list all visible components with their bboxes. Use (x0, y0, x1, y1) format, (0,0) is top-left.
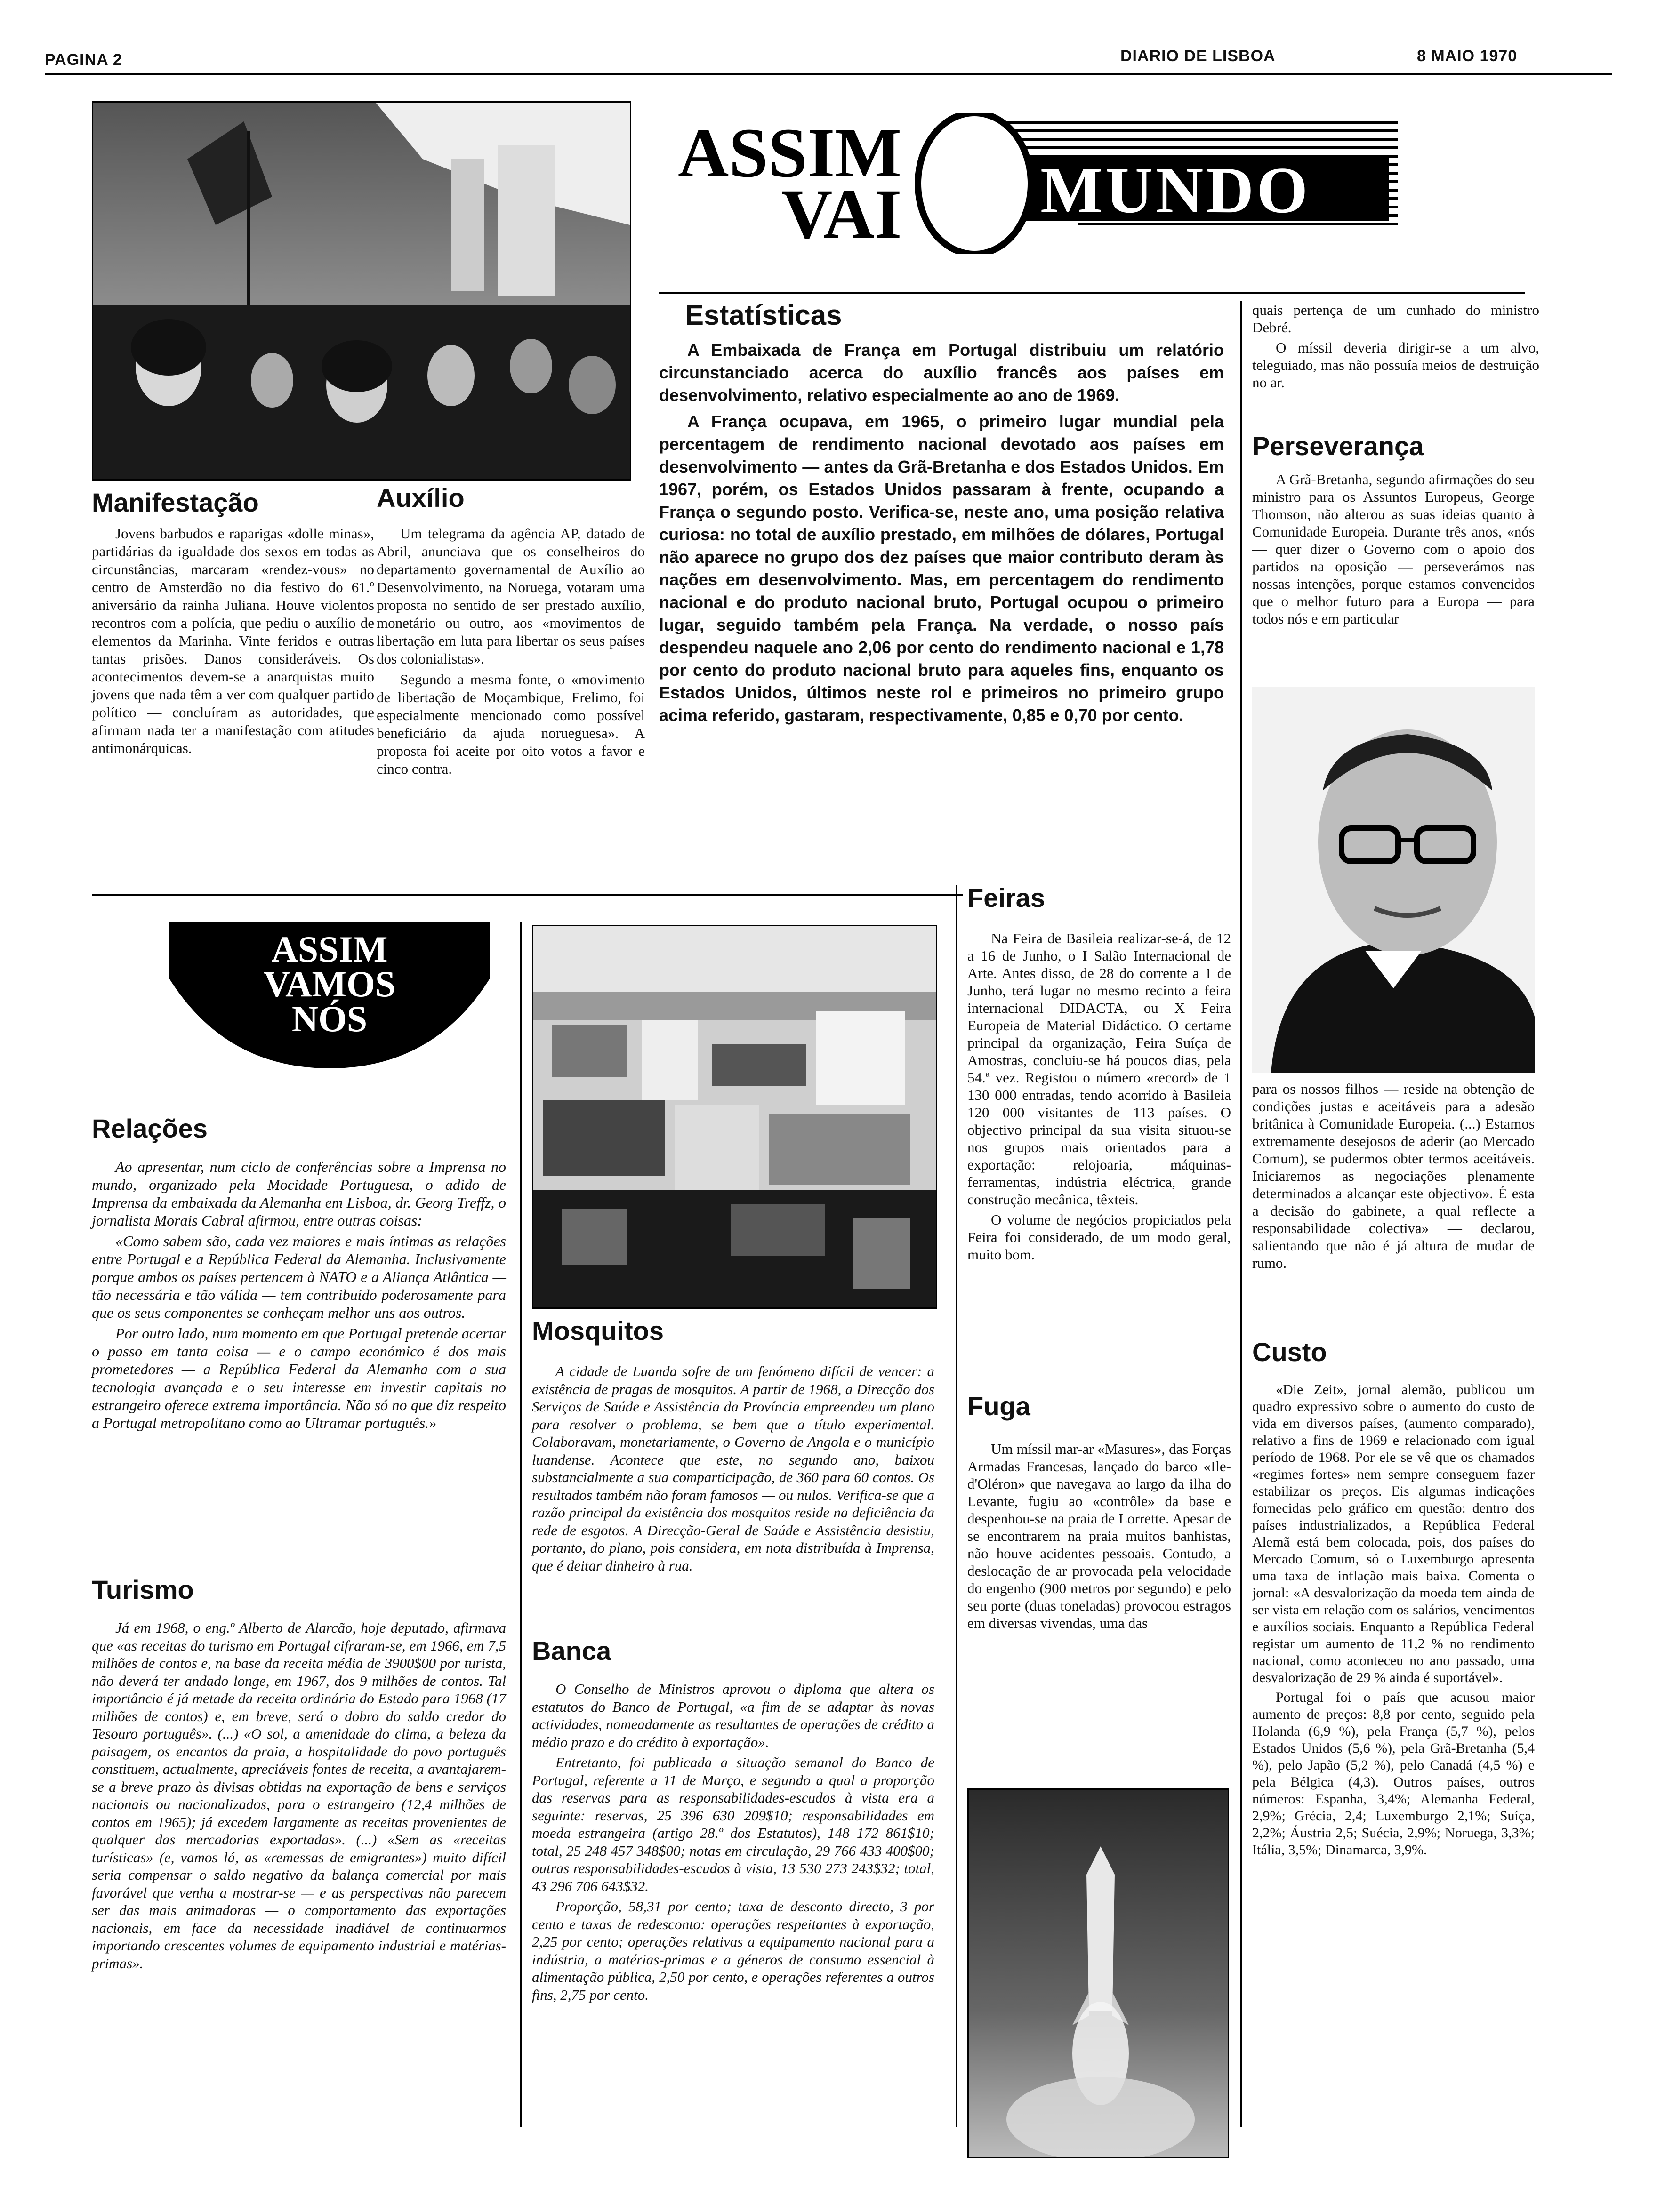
column-rule-2 (956, 885, 957, 2127)
photo-icon (1252, 687, 1535, 1073)
header-rule (45, 73, 1612, 75)
turismo-text: Já em 1968, o eng.º Alberto de Alarcão, hoje deputado, afirmava que «as receitas do turismo em Portugal cifraram-se, em 1966, em 7,5 milhões de contos e, na base da receita média de 3900$00 por turista, não deverá ter andado longe, em 1967, dos 9 milhões de contos. Tal importância é já metade da receita ordinária do Estado para 1968 (17 milhões de contos) e, em breve, será o dobro do saldo credor do Tesouro português». (...) «O sol, a amenidade do clima, a beleza da paisagem, os encantos da praia, a hospitalidade do povo português constituem, actualmente, apreciáveis fontes de receita, a avantajarem-se a breve prazo às divisas obtidas na exportação de bens e serviços nacionais ou nacionalizados, para o estrangeiro (12,4 milhões de contos em 1965); já excedem largamente as receitas provenientes de qualquer das mercadorias exportadas». (...) «Sem as «receitas turísticas» (e, vamos lá, as «remessas de emigrantes») muito difícil seria compensar o saldo negativo da balança comercial por mais favorável que venha a mostrar-se — e as perspectivas não parecem ser das mais animadoras — o comportamento das exportações nacionais, em face da necessidade inadiável de continuarmos importando crescentes volumes de equipamento industrial e matérias-primas». (92, 1619, 506, 1972)
missil-p2: O míssil deveria dirigir-se a um alvo, teleguiado, mas não possuía meios de destruição no ar. (1252, 339, 1539, 391)
perseveranca-title: Perseverança (1252, 431, 1424, 461)
estatisticas-p1: A Embaixada de França em Portugal distribuiu um relatório circunstanciado acerca do auxílio francês aos países em desenvolvimento, relativo especialmente ao ano de 1969. (659, 340, 1224, 405)
auxilio-p1: Um telegrama da agência AP, datado de Abril, anunciava que os conselheiros do departamento governamental de Auxílio ao Desenvolvimento, na Noruega, votaram uma proposta no sentido de ser prestado auxílio, monetário ou outro, aos «movimentos de libertação em luta para libertar os seus países dos colonialistas». (377, 525, 645, 667)
perseveranca-body-bottom (1252, 1080, 1535, 1274)
custo-p1: «Die Zeit», jornal alemão, publicou um quadro expressivo sobre o aumento do custo de vida em diversos países, (aumento comparado), relativo a fins de 1969 e relacionado com igual período de 1968. Por ele se vê que os chamados «regimes fortes» nem sempre conseguem fazer estabilizar os preços. Eis algumas indicações fornecidas pelo gráfico em questão: dentro dos países industrializados, a República Federal Alemã está bem colocada, pois, dos países do Mercado Comum, só o Luxemburgo apresenta uma taxa de inflação mais baixa. Comenta o jornal: «A desvalorização da moeda tem ainda de ser vista em relação com os salários, vencimentos e auxílios sociais. Enquanto a República Federal registar um aumento de 11,2 % no rendimento nacional, como aconteceu no ano passado, uma desvalorização de 29 % ainda é suportável». (1252, 1382, 1535, 1685)
manifestacao-text: Jovens barbudos e raparigas «dolle minas», partidárias da igualdade dos sexos em todas as circunstâncias, marcaram «rendez-vous» no centro de Amsterdão no dia festivo do 61.º aniversário da rainha Juliana. Houve violentos recontros com a polícia, que pediu o auxílio de elementos da Marinha. Vinte feridos e outras tantas prisões. Danos consideráveis. Os acontecimentos devem-se a anarquistas muito jovens que nada têm a ver com qualquer partido político — concluíram as autoridades, que afirmam nada ter a manifestação com atitudes antimonárquicas. (92, 525, 374, 756)
relacoes-title: Relações (92, 1114, 208, 1143)
banca-p1: O Conselho de Ministros aprovou o diploma que altera os estatutos do Banco de Portugal, «a fim de se adaptar às novas actividades, nomeadamente as resultantes de operações de crédito a médio prazo e do crédito à exportação». (532, 1681, 934, 1750)
issue-date: 8 MAIO 1970 (1417, 47, 1518, 65)
banca-title: Banca (532, 1636, 611, 1666)
banca-body (532, 1680, 934, 2006)
assim-vai-o-mundo-banner (673, 113, 1408, 254)
feiras-body (967, 930, 1231, 1266)
photo-icon (93, 103, 630, 479)
fuga-body (967, 1440, 1231, 1635)
auxilio-p2: Segundo a mesma fonte, o «movimento de libertação de Moçambique, Frelimo, foi especialmente mencionado como possível beneficiário da ajuda norueguesa». A proposta foi aceite por oito votos a favor e cinco contra. (377, 671, 645, 777)
banca-p2: Entretanto, foi publicada a situação semanal do Banco de Portugal, referente a 11 de Março, e segundo a qual a proporção das reservas para as responsabilidades-escudos à vista era a seguinte: reservas, 25 396 630 209$10; responsabilidades em moeda estrangeira (artigo 28.º dos Estatutos), 148 172 861$10; total, 25 248 457 348$00; notas em circulação, 29 766 433 400$00; outras responsabilidades-escudos à vista, 13 530 273 243$32; total, 43 296 706 643$32. (532, 1754, 934, 1894)
column-rule-1 (520, 922, 522, 2127)
turismo-body (92, 1619, 506, 1975)
relacoes-p3: Por outro lado, num momento em que Portugal pretende acertar o passo em tanta coisa — e o campo económico é dos mais prometedores — a República Federal da Alemanha com a sua tecnologia avançada e o seu interesse em investir capitais no estrangeiro oferece extrema importância. Não só no que diz respeito a Portugal metropolitano como ao Ultramar português.» (92, 1325, 506, 1431)
custo-body (1252, 1381, 1535, 1861)
column-rule-3 (1240, 301, 1242, 2127)
relacoes-p1: Ao apresentar, num ciclo de conferências sobre a Imprensa no mundo, organizado pela Mocidade Portuguesa, o adido de Imprensa da embaixada da Alemanha em Lisboa, dr. Georg Treffz, o jornalista Morais Cabral afirmou, entre outras coisas: (92, 1158, 506, 1229)
badge-line-3: NÓS (291, 998, 368, 1039)
assim-vamos-nos-badge (169, 922, 490, 1068)
banca-p3: Proporção, 58,31 por cento; taxa de desconto directo, 3 por cento e taxas de redesconto: operações respeitantes à exportação, 2,25 por cento; operações relativas a equipamento nacional para a indústria, a matérias-primas e a géneros de consumo essencial à alimentação pública, 2,50 por cento, e operações referentes a outros fins, 2,75 por cento. (532, 1898, 934, 2003)
estatisticas-title: Estatísticas (685, 299, 842, 331)
mosquitos-body (532, 1362, 934, 1577)
feiras-title: Feiras (967, 883, 1045, 913)
page-number: PAGINA 2 (45, 51, 122, 69)
fuga-title: Fuga (967, 1391, 1030, 1421)
right-top-rule (1243, 292, 1525, 294)
auxilio-title: Auxílio (377, 483, 465, 513)
manifestacao-title: Manifestação (92, 488, 259, 517)
perseveranca-body-top (1252, 471, 1535, 630)
missil-continuation (1252, 301, 1539, 394)
fuga-text: Um míssil mar-ar «Masures», das Forças Armadas Francesas, lançado do barco «Ile-d'Oléron» que navegava ao largo da ilha do Levante, fugiu ao «contrôle» da base e despenhou-se na praia de Lorrette. Apesar de se encontrarem na praia muitos banhistas, não houve acidentes pessoais. Contudo, a deslocação de ar provocada pela velocidade do engenho (900 metros por segundo) e pelo seu porte (duas toneladas) provocou estragos em diversas vivendas, uma das (967, 1441, 1231, 1631)
mosquitos-title: Mosquitos (532, 1316, 664, 1346)
badge-line-1: ASSIM (271, 929, 388, 970)
missil-p1: quais pertença de um cunhado do ministro Debré. (1252, 302, 1539, 336)
photo-icon (533, 926, 936, 1307)
estatisticas-top-rule (659, 292, 1243, 294)
perseveranca-p2: para os nossos filhos — reside na obtenção de condições justas e aceitáveis para a adesão britânica à Comunidade Europeia. (...) Estamos extremamente desejosos de aderir (ao Mercado Comum), se pudermos obter termos aceitáveis. Iniciaremos as negociações plenamente determinados a alcançar este objectivo». É esta a decisão do gabinete, a qual reflecte a responsabilidade colectiva» — declarou, salientando que não é já altura de mudar de rumo. (1252, 1081, 1535, 1271)
relacoes-p2: «Como sabem são, cada vez maiores e mais íntimas as relações entre Portugal e a República Federal da Alemanha. Inclusivamente porque ambos os países pertencem à NATO e a Aliança Atlântica — tão necessária e tão válida — tem contribuído poderosamente para que os seus componentes se conheçam melhor uns aos outros. (92, 1233, 506, 1321)
badge-text (169, 929, 490, 1039)
photo-icon (969, 1790, 1228, 2157)
relacoes-body (92, 1158, 506, 1435)
banner-word-assim: ASSIM (678, 114, 902, 192)
estatisticas-p2: A França ocupava, em 1965, o primeiro lugar mundial pela percentagem de rendimento nacional devotado aos países em desenvolvimento — antes da Grã-Bretanha e dos Estados Unidos. Em 1967, porém, os Estados Unidos passaram à frente, ocupando a França o segundo posto. Verifica-se, neste ano, uma posição relativa curiosa: no total de auxílio prestado, em milhões de dólares, Portugal não aparece no grupo dos dez países que maior contributo deram às nações em desenvolvimento. Mas, em percentagem do rendimento nacional e do produto nacional bruto, Portugal ocupou o primeiro lugar, seguido também pela França. Na verdade, o nosso país despendeu naquele ano 2,06 por cento do rendimento nacional e 1,78 por cento do produto nacional bruto para aqueles fins, enquanto os Estados Unidos, últimos neste rol e primeiros no primeiro grupo acima referido, gastaram, respectivamente, 0,85 e 0,70 por cento. (659, 412, 1224, 725)
perseveranca-p1: A Grã-Bretanha, segundo afirmações do seu ministro para os Assuntos Europeus, George Thomson, não alterou as suas ideias quanto à Comunidade Europeia. Durante três anos, «nós — quer dizer o Governo com o apoio dos partidos na oposição — perseverámos nas nossas intenções, porque estamos convencidos que o melhor futuro para a Europa — para todos nós e em particular (1252, 471, 1535, 627)
newspaper-name: DIARIO DE LISBOA (1120, 47, 1276, 65)
custo-title: Custo (1252, 1337, 1327, 1367)
estatisticas-body (659, 339, 1224, 730)
missile-photo (967, 1788, 1229, 2158)
banner-word-mundo: MUNDO (1040, 154, 1311, 227)
feiras-p1: Na Feira de Basileia realizar-se-á, de 12 a 16 de Junho, o I Salão Internacional de Arte. Antes disso, de 28 do corrente a 1 de Junho, terá lugar no mesmo recinto a feira internacional DIDACTA, ou X Feira Europeia de Material Didáctico. O certame principal da organização, Feira Suíça de Amostras, concluiu-se há poucos dias, pela 54.ª vez. Registou o número «record» de 1 130 000 entradas, tendo acorrido à Basileia 120 000 visitantes de 113 países. O objectivo principal da sua visita situou-se nos grupos mais orientados para a exportação: relojoaria, máquinas-ferramentas, indústria eléctrica, grande construção mecânica, têxteis. (967, 930, 1231, 1208)
feiras-p2: O volume de negócios propiciados pela Feira foi considerado, de um modo geral, muito bom. (967, 1211, 1231, 1263)
mosquitos-text: A cidade de Luanda sofre de um fenómeno difícil de vencer: a existência de pragas de mosquitos. A partir de 1968, a Direcção dos Serviços de Saúde e Assistência da Província empreendeu um plano para resolver o problema, se bem que a título experimental. Colaboravam, monetariamente, o Governo de Angola e o município luandense. Acontece que este, no segundo ano, baixou substancialmente a sua comparticipação, de 360 para 60 contos. Os resultados também não foram famosos — ou nulos. Verifica-se que a razão principal da existência dos mosquitos reside na deficiência da rede de esgotos. A Direcção-Geral de Saúde e Assistência desistiu, portanto, do plano, pois considera, em nota distribuída à Imprensa, que é deitar dinheiro à rua. (532, 1363, 934, 1574)
protest-photo (92, 101, 631, 481)
mid-page-rule (92, 894, 963, 896)
auxilio-body (377, 525, 645, 781)
city-photo (532, 925, 937, 1309)
turismo-title: Turismo (92, 1575, 194, 1604)
manifestacao-body (92, 525, 374, 760)
portrait-photo (1252, 687, 1535, 1073)
banner-word-vai: VAI (781, 175, 902, 253)
badge-line-2: VAMOS (263, 963, 396, 1004)
custo-p2: Portugal foi o país que acusou maior aumento de preços: 8,8 por cento, seguido pela Holanda (6,9 %), pela França (5,7 %), pelos Estados Unidos (5,6 %), pela Grã-Bretanha (5,4 %), pelo Japão (5,2 %), pelo Canadá (4,5 %) e pela Bélgica (4,3). Outros países, outros números: Espanha, 3,4%; Alemanha Federal, 2,9%; Grécia, 2,4; Luxemburgo 2,1%; Suíça, 2,2%; Áustria 2,5; Suécia, 2,9%; Noruega, 3,3%; Itália, 3,5%; Dinamarca, 3,9%. (1252, 1690, 1535, 1858)
